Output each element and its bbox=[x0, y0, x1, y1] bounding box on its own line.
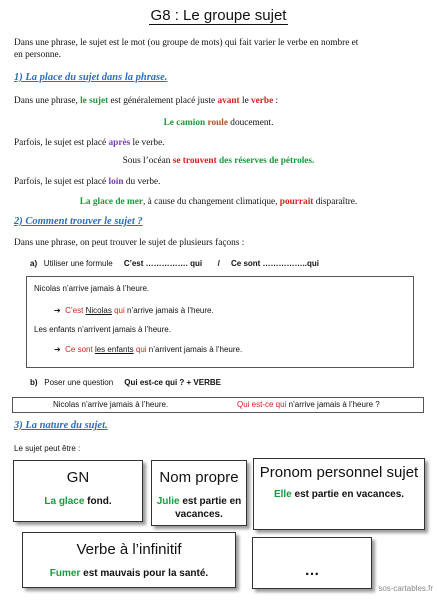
box-b-right: Qui est-ce qui n’arrive jamais à l’heure ? bbox=[237, 400, 380, 409]
s1-paragraph-3: Parfois, le sujet est placé loin du verbe. bbox=[14, 177, 161, 187]
example-box-a bbox=[26, 276, 414, 368]
card-pp-example: Elle est partie en vacances. bbox=[273, 489, 405, 500]
box-a-line-4: ➔ Ce sont les enfants qui n’arrivent jamais à l’heure. bbox=[54, 345, 243, 354]
card-nom-propre bbox=[151, 460, 247, 526]
box-a-line-2: ➔ C’est Nicolas qui n’arrive jamais à l’heure. bbox=[54, 306, 214, 315]
s1-paragraph-1: Dans une phrase, le sujet est généralement placé juste avant le verbe : bbox=[14, 96, 279, 106]
method-a-line: a) Utiliser une formule C’est ……………. qui / Ce sont ……………..qui bbox=[30, 259, 319, 268]
page-title: G8 : Le groupe sujet bbox=[150, 7, 287, 24]
card-gn-title: GN bbox=[66, 469, 90, 486]
card-verbe-infinitif bbox=[22, 532, 236, 588]
arrow-right-icon: ➔ bbox=[54, 306, 61, 315]
method-b-line: b) Poser une question Qui est-ce qui ? + VERBE bbox=[30, 378, 221, 387]
card-vi-title: Verbe à l’infinitif bbox=[76, 541, 182, 558]
card-vi-example: Fumer est mauvais pour la santé. bbox=[49, 568, 209, 579]
card-pp-title: Pronom personnel sujet bbox=[259, 464, 419, 481]
card-etc-title: … bbox=[304, 562, 320, 579]
card-gn bbox=[13, 460, 143, 522]
s1-example-3: La glace de mer, à cause du changement climatique, pourrait disparaître. bbox=[79, 197, 358, 207]
section-3-heading: 3) La nature du sujet. bbox=[14, 420, 108, 431]
box-a-line-1: Nicolas n’arrive jamais à l’heure. bbox=[34, 284, 150, 293]
box-a-line-3: Les enfants n’arrivent jamais à l’heure. bbox=[34, 325, 171, 334]
s2-paragraph-1: Dans une phrase, on peut trouver le sujet de plusieurs façons : bbox=[14, 238, 245, 248]
intro-paragraph: Dans une phrase, le sujet est le mot (ou groupe de mots) qui fait varier le verbe en nombre et en personne. bbox=[14, 38, 359, 60]
card-gn-example: La glace fond. bbox=[44, 496, 112, 507]
s3-paragraph-1: Le sujet peut être : bbox=[14, 444, 81, 453]
card-pronom bbox=[253, 458, 425, 530]
section-2-heading: 2) Comment trouver le sujet ? bbox=[14, 216, 143, 227]
card-np-title: Nom propre bbox=[159, 469, 239, 486]
s1-paragraph-2: Parfois, le sujet est placé après le verbe. bbox=[14, 138, 165, 148]
footer-watermark: sos-cartables.fr bbox=[378, 584, 433, 593]
card-etc bbox=[252, 537, 372, 589]
arrow-right-icon: ➔ bbox=[54, 345, 61, 354]
card-np-example: Julie est partie en vacances. bbox=[156, 496, 242, 520]
s1-example-2: Sous l’océan se trouvent des réserves de pétroles. bbox=[122, 156, 315, 166]
s1-example-1: Le camion roule doucement. bbox=[163, 118, 274, 128]
box-b-left: Nicolas n’arrive jamais à l’heure. bbox=[53, 400, 169, 409]
section-1-heading: 1) La place du sujet dans la phrase. bbox=[14, 72, 168, 83]
example-box-b bbox=[12, 397, 424, 413]
